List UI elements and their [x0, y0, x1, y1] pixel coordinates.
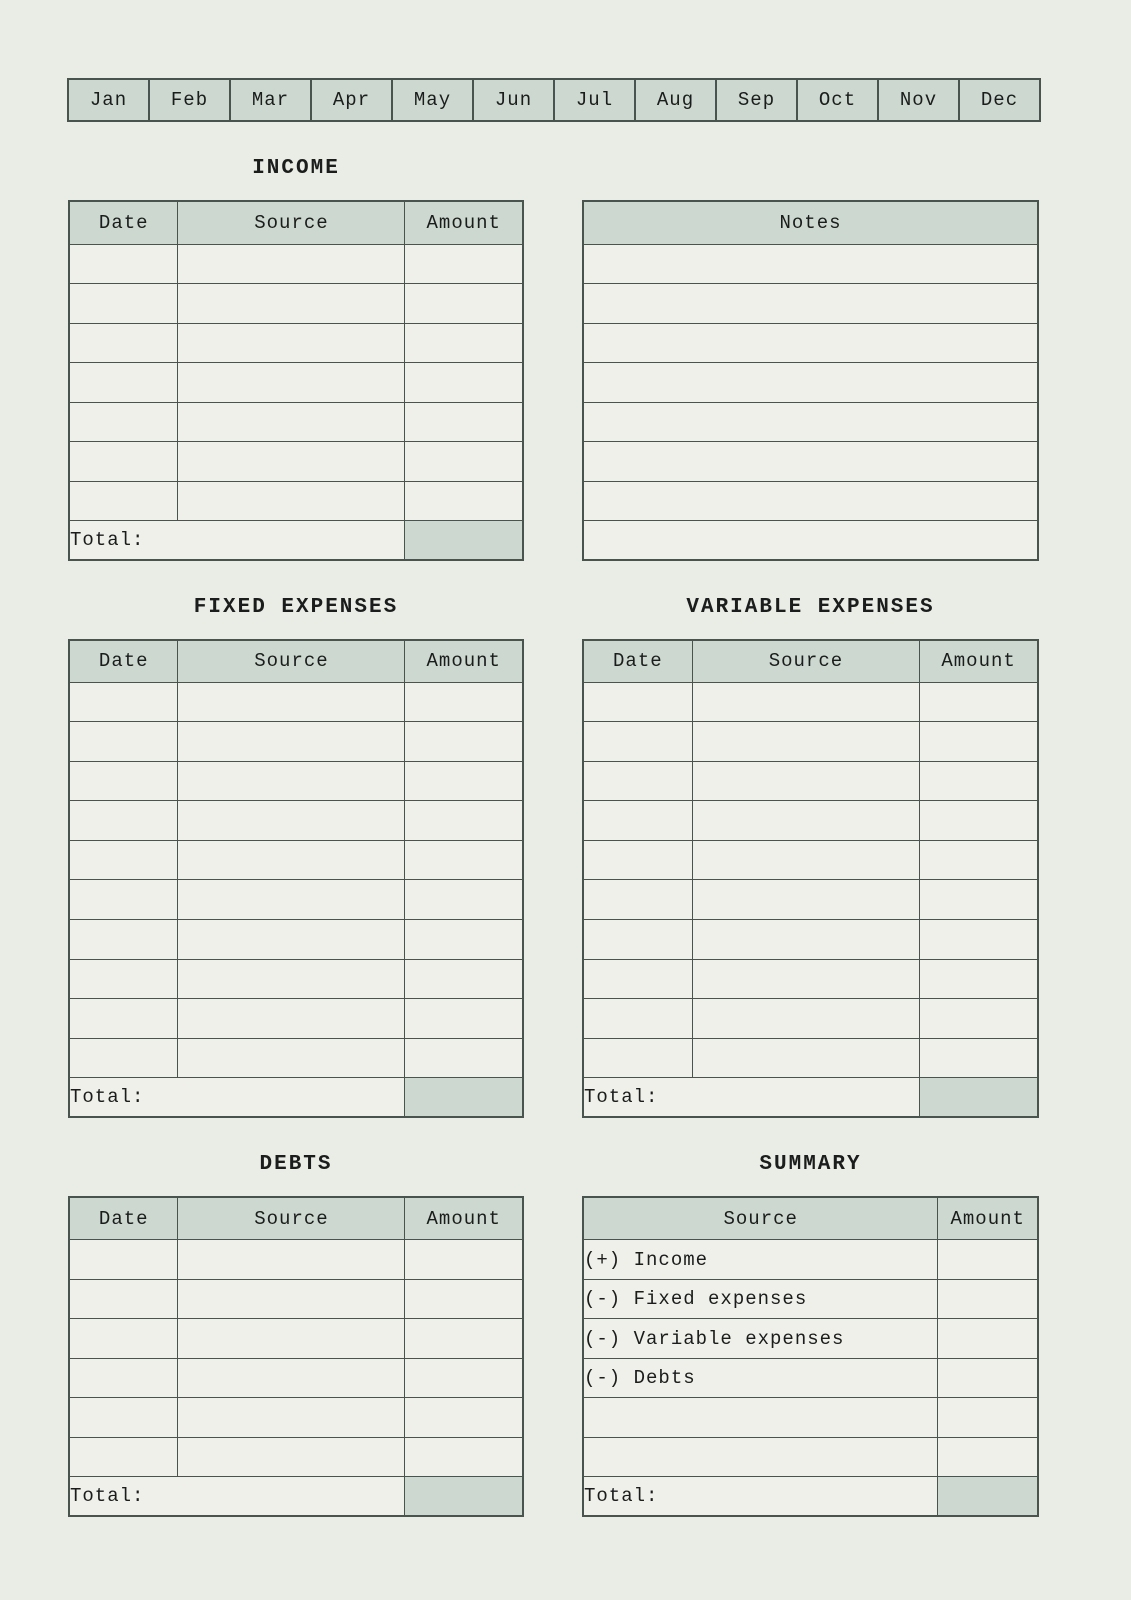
variable-source-cell[interactable]: [692, 682, 920, 722]
income-date-cell[interactable]: [69, 244, 178, 284]
debts-section: [68, 1118, 524, 1517]
planner-content: [68, 122, 1039, 1517]
income-source-cell[interactable]: [178, 363, 405, 403]
debts-table: [68, 1196, 524, 1517]
fixed-date-cell[interactable]: [69, 840, 178, 880]
notes-entry-cell[interactable]: [583, 323, 1038, 363]
debts-title: DEBTS: [259, 1152, 333, 1176]
month-tab-jul[interactable]: Jul: [555, 80, 636, 120]
summary-label-blank-2[interactable]: [583, 1437, 938, 1477]
notes-entry-cell[interactable]: [583, 284, 1038, 324]
notes-entry-cell[interactable]: [583, 481, 1038, 521]
variable-col-source: Source: [692, 640, 920, 682]
variable-amount-cell[interactable]: [920, 840, 1038, 880]
income-section: [68, 122, 524, 561]
fixed-source-cell[interactable]: [178, 801, 405, 841]
summary-amount-variable-expenses[interactable]: [938, 1319, 1038, 1359]
summary-section: [582, 1118, 1039, 1517]
variable-source-cell[interactable]: [692, 920, 920, 960]
debts-date-cell[interactable]: [69, 1240, 178, 1280]
fixed-col-date: Date: [69, 640, 178, 682]
debts-source-cell[interactable]: [178, 1279, 405, 1319]
summary-amount-blank-1[interactable]: [938, 1398, 1038, 1438]
notes-entry-cell[interactable]: [583, 402, 1038, 442]
fixed-date-cell[interactable]: [69, 682, 178, 722]
variable-expenses-title: VARIABLE EXPENSES: [686, 596, 935, 619]
variable-amount-cell[interactable]: [920, 801, 1038, 841]
variable-col-date: Date: [583, 640, 692, 682]
debts-col-date: Date: [69, 1197, 178, 1240]
summary-label-fixed-expenses: (-) Fixed expenses: [583, 1279, 938, 1319]
summary-label-debts: (-) Debts: [583, 1358, 938, 1398]
summary-table: [582, 1196, 1039, 1517]
income-total-amount-cell[interactable]: [405, 521, 523, 560]
variable-source-cell[interactable]: [692, 1038, 920, 1078]
income-date-cell[interactable]: [69, 363, 178, 403]
variable-source-cell[interactable]: [692, 840, 920, 880]
notes-entry-cell[interactable]: [583, 244, 1038, 284]
debts-amount-cell[interactable]: [405, 1398, 523, 1438]
month-tab-feb[interactable]: Feb: [150, 80, 231, 120]
month-tab-jun[interactable]: Jun: [474, 80, 555, 120]
income-date-cell[interactable]: [69, 323, 178, 363]
income-date-cell[interactable]: [69, 284, 178, 324]
fixed-expenses-section: [68, 561, 524, 1118]
fixed-amount-cell[interactable]: [405, 682, 523, 722]
income-col-amount: Amount: [405, 201, 523, 244]
variable-amount-cell[interactable]: [920, 999, 1038, 1039]
month-tab-may[interactable]: May: [393, 80, 474, 120]
summary-col-source: Source: [583, 1197, 938, 1240]
income-table: [68, 200, 524, 561]
month-tab-jan[interactable]: Jan: [69, 80, 150, 120]
expenses-row: [68, 561, 1039, 1118]
summary-amount-income[interactable]: [938, 1240, 1038, 1280]
variable-total-amount-cell[interactable]: [920, 1078, 1038, 1117]
income-date-cell[interactable]: [69, 442, 178, 482]
income-source-cell[interactable]: [178, 284, 405, 324]
summary-amount-fixed-expenses[interactable]: [938, 1279, 1038, 1319]
fixed-amount-cell[interactable]: [405, 999, 523, 1039]
variable-amount-cell[interactable]: [920, 1038, 1038, 1078]
fixed-amount-cell[interactable]: [405, 722, 523, 762]
fixed-source-cell[interactable]: [178, 722, 405, 762]
debts-date-cell[interactable]: [69, 1398, 178, 1438]
notes-title-spacer: [582, 158, 1039, 180]
fixed-total-amount-cell[interactable]: [405, 1078, 523, 1117]
fixed-source-cell[interactable]: [178, 999, 405, 1039]
fixed-date-cell[interactable]: [69, 722, 178, 762]
summary-label-variable-expenses: (-) Variable expenses: [583, 1319, 938, 1359]
income-source-cell[interactable]: [178, 481, 405, 521]
debts-amount-cell[interactable]: [405, 1319, 523, 1359]
fixed-amount-cell[interactable]: [405, 880, 523, 920]
variable-total-label: Total:: [583, 1078, 920, 1117]
variable-amount-cell[interactable]: [920, 920, 1038, 960]
income-title: INCOME: [252, 157, 340, 180]
summary-amount-blank-2[interactable]: [938, 1437, 1038, 1477]
fixed-amount-cell[interactable]: [405, 840, 523, 880]
fixed-date-cell[interactable]: [69, 1038, 178, 1078]
fixed-source-cell[interactable]: [178, 880, 405, 920]
income-col-source: Source: [178, 201, 405, 244]
debts-source-cell[interactable]: [178, 1319, 405, 1359]
fixed-amount-cell[interactable]: [405, 920, 523, 960]
fixed-expenses-title: FIXED EXPENSES: [193, 596, 399, 619]
fixed-date-cell[interactable]: [69, 920, 178, 960]
income-amount-cell[interactable]: [405, 363, 523, 403]
summary-label-income: (+) Income: [583, 1240, 938, 1280]
month-selector: [67, 78, 1041, 122]
fixed-amount-cell[interactable]: [405, 1038, 523, 1078]
variable-date-cell[interactable]: [583, 682, 692, 722]
variable-col-amount: Amount: [920, 640, 1038, 682]
debts-amount-cell[interactable]: [405, 1279, 523, 1319]
fixed-expenses-table: [68, 639, 524, 1118]
fixed-source-cell[interactable]: [178, 761, 405, 801]
variable-amount-cell[interactable]: [920, 761, 1038, 801]
variable-amount-cell[interactable]: [920, 682, 1038, 722]
debts-amount-cell[interactable]: [405, 1358, 523, 1398]
notes-entry-cell[interactable]: [583, 363, 1038, 403]
variable-source-cell[interactable]: [692, 880, 920, 920]
income-source-cell[interactable]: [178, 244, 405, 284]
fixed-amount-cell[interactable]: [405, 801, 523, 841]
debts-col-amount: Amount: [405, 1197, 523, 1240]
debts-date-cell[interactable]: [69, 1437, 178, 1477]
variable-expenses-section: [582, 561, 1039, 1118]
debts-date-cell[interactable]: [69, 1358, 178, 1398]
fixed-col-amount: Amount: [405, 640, 523, 682]
debts-amount-cell[interactable]: [405, 1240, 523, 1280]
fixed-source-cell[interactable]: [178, 840, 405, 880]
fixed-date-cell[interactable]: [69, 959, 178, 999]
variable-date-cell[interactable]: [583, 920, 692, 960]
summary-total-label: Total:: [583, 1477, 938, 1516]
notes-entry-cell[interactable]: [583, 442, 1038, 482]
fixed-source-cell[interactable]: [178, 1038, 405, 1078]
fixed-date-cell[interactable]: [69, 999, 178, 1039]
fixed-date-cell[interactable]: [69, 761, 178, 801]
income-total-label: Total:: [69, 521, 405, 560]
income-amount-cell[interactable]: [405, 481, 523, 521]
debts-source-cell[interactable]: [178, 1398, 405, 1438]
fixed-total-label: Total:: [69, 1078, 405, 1117]
notes-entry-cell[interactable]: [583, 521, 1038, 561]
month-tab-oct[interactable]: Oct: [798, 80, 879, 120]
variable-source-cell[interactable]: [692, 722, 920, 762]
summary-title: SUMMARY: [759, 1152, 862, 1176]
fixed-amount-cell[interactable]: [405, 761, 523, 801]
variable-source-cell[interactable]: [692, 761, 920, 801]
variable-date-cell[interactable]: [583, 959, 692, 999]
income-amount-cell[interactable]: [405, 442, 523, 482]
debts-source-cell[interactable]: [178, 1437, 405, 1477]
income-amount-cell[interactable]: [405, 244, 523, 284]
variable-date-cell[interactable]: [583, 722, 692, 762]
notes-col-notes: Notes: [583, 201, 1038, 244]
fixed-date-cell[interactable]: [69, 880, 178, 920]
variable-date-cell[interactable]: [583, 840, 692, 880]
income-amount-cell[interactable]: [405, 402, 523, 442]
month-tab-mar[interactable]: Mar: [231, 80, 312, 120]
fixed-amount-cell[interactable]: [405, 959, 523, 999]
variable-date-cell[interactable]: [583, 1038, 692, 1078]
income-source-cell[interactable]: [178, 402, 405, 442]
debts-date-cell[interactable]: [69, 1319, 178, 1359]
debts-total-label: Total:: [69, 1477, 405, 1516]
month-tab-dec[interactable]: Dec: [960, 80, 1039, 120]
income-source-cell[interactable]: [178, 323, 405, 363]
income-amount-cell[interactable]: [405, 284, 523, 324]
debts-col-source: Source: [178, 1197, 405, 1240]
income-date-cell[interactable]: [69, 481, 178, 521]
variable-expenses-table: [582, 639, 1039, 1118]
notes-section: [582, 122, 1039, 561]
summary-label-blank-1[interactable]: [583, 1398, 938, 1438]
variable-date-cell[interactable]: [583, 999, 692, 1039]
variable-source-cell[interactable]: [692, 959, 920, 999]
debts-source-cell[interactable]: [178, 1240, 405, 1280]
fixed-source-cell[interactable]: [178, 959, 405, 999]
notes-table: [582, 200, 1039, 561]
variable-date-cell[interactable]: [583, 880, 692, 920]
income-col-date: Date: [69, 201, 178, 244]
income-notes-row: [68, 122, 1039, 561]
debts-summary-row: [68, 1118, 1039, 1517]
summary-total-amount-cell[interactable]: [938, 1477, 1038, 1516]
variable-date-cell[interactable]: [583, 801, 692, 841]
variable-date-cell[interactable]: [583, 761, 692, 801]
debts-amount-cell[interactable]: [405, 1437, 523, 1477]
summary-amount-debts[interactable]: [938, 1358, 1038, 1398]
debts-total-amount-cell[interactable]: [405, 1477, 523, 1516]
summary-col-amount: Amount: [938, 1197, 1038, 1240]
income-date-cell[interactable]: [69, 402, 178, 442]
variable-amount-cell[interactable]: [920, 880, 1038, 920]
month-tab-sep[interactable]: Sep: [717, 80, 798, 120]
debts-date-cell[interactable]: [69, 1279, 178, 1319]
variable-source-cell[interactable]: [692, 999, 920, 1039]
variable-source-cell[interactable]: [692, 801, 920, 841]
income-amount-cell[interactable]: [405, 323, 523, 363]
fixed-col-source: Source: [178, 640, 405, 682]
month-tab-nov[interactable]: Nov: [879, 80, 960, 120]
fixed-source-cell[interactable]: [178, 920, 405, 960]
month-tab-aug[interactable]: Aug: [636, 80, 717, 120]
variable-amount-cell[interactable]: [920, 959, 1038, 999]
fixed-source-cell[interactable]: [178, 682, 405, 722]
month-tab-apr[interactable]: Apr: [312, 80, 393, 120]
income-source-cell[interactable]: [178, 442, 405, 482]
debts-source-cell[interactable]: [178, 1358, 405, 1398]
variable-amount-cell[interactable]: [920, 722, 1038, 762]
fixed-date-cell[interactable]: [69, 801, 178, 841]
